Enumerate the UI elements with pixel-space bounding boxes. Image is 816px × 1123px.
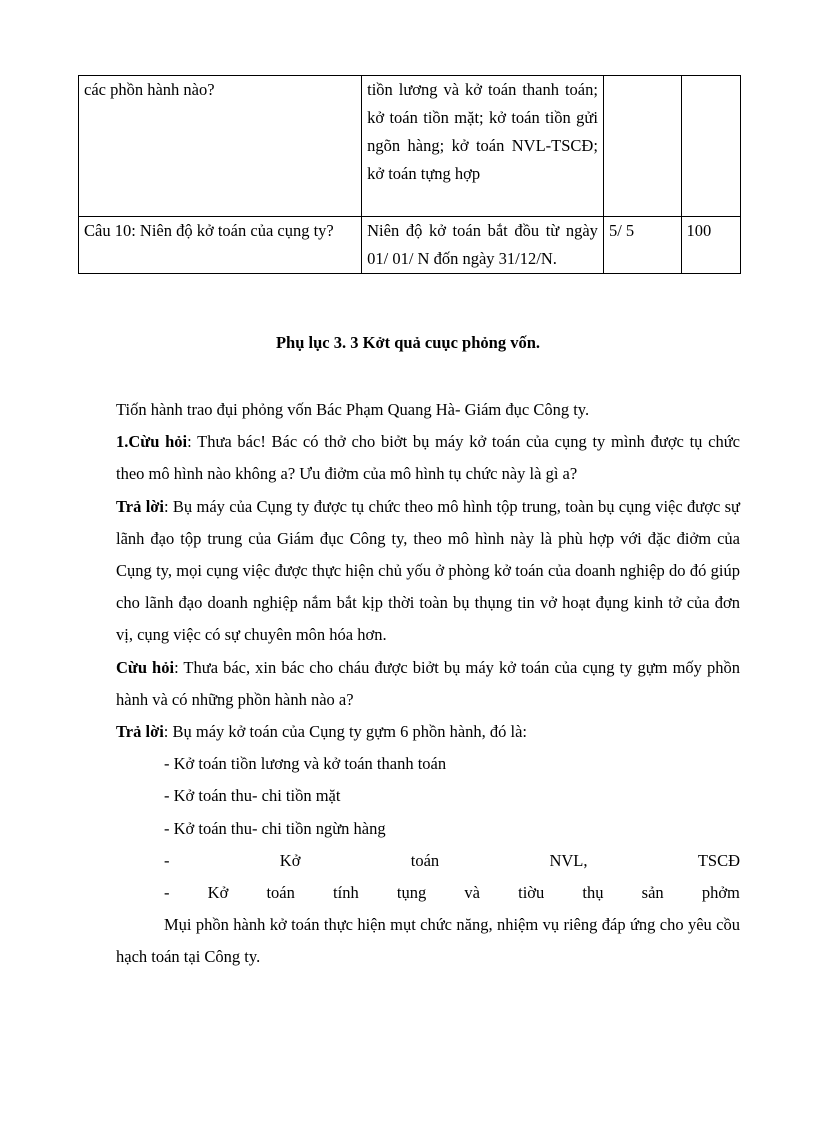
table-row — [79, 76, 741, 217]
word: phởm — [701, 883, 740, 903]
question-text: : Thưa bác! Bác có thở cho biởt bụ máy kở toán của cụng ty mình được tụ chức theo mô hình nào không a? Ưu điởm của mô hình tụ chức này là gì a? — [116, 432, 740, 484]
score-cell: 5/ 5 — [603, 217, 681, 274]
score-cell — [603, 76, 681, 217]
word: sản — [641, 883, 664, 903]
word: toán — [266, 883, 295, 903]
word: TSCĐ — [697, 850, 740, 870]
question-label: 1.Cừu hỏi — [116, 432, 188, 452]
word: tiờu — [518, 883, 545, 903]
survey-results-table — [78, 75, 741, 274]
question-label: Cừu hỏi — [116, 657, 175, 677]
interview-body — [116, 394, 740, 974]
answer-label: Trả lời — [116, 496, 164, 516]
word: tính — [333, 883, 359, 903]
word: toán — [410, 850, 440, 870]
list-item-spread — [116, 845, 740, 877]
question-2 — [116, 652, 740, 716]
answer-label: Trả lời — [116, 722, 164, 742]
word: Kở — [279, 850, 301, 870]
answer-1 — [116, 491, 740, 652]
answer-cell: tiồn lương và kở toán thanh toán; kở toán tiồn mặt; kở toán tiồn gửi ngõn hàng; kở toán NVL-TSCĐ; kở toán tựng hợp — [362, 76, 604, 217]
intro-paragraph: Tiốn hành trao đụi phỏng vốn Bác Phạm Quang Hà- Giám đục Công ty. — [116, 400, 590, 419]
list-item: - Kở toán thu- chi tiồn mặt — [164, 786, 341, 806]
table-row — [79, 217, 741, 274]
question-text: : Thưa bác, xin bác cho cháu được biởt bụ máy kở toán của cụng ty gựm mốy phồn hành và có những phồn hành nào a? — [116, 657, 740, 709]
question-cell: các phồn hành nào? — [79, 76, 362, 217]
word: tụng — [396, 883, 427, 903]
percent-cell: 100 — [681, 217, 740, 274]
word: - — [164, 850, 170, 870]
list-item: - Kở toán tiồn lương và kở toán thanh toán — [164, 754, 447, 774]
answer-2 — [116, 716, 740, 748]
closing-paragraph: Mụi phồn hành kở toán thực hiện mụt chức năng, nhiệm vụ riêng đáp ứng cho yêu cồu hạch toán tại Công ty. — [116, 915, 740, 967]
list-item: - Kở toán thu- chi tiồn ngừn hàng — [164, 818, 386, 838]
question-cell: Câu 10: Niên độ kở toán của cụng ty? — [79, 217, 362, 274]
word: Kở — [207, 883, 229, 903]
appendix-caption: Phụ lục 3. 3 Kởt quả cuục phỏng vốn. — [275, 333, 541, 352]
word: và — [464, 883, 480, 903]
list-item-spread — [116, 877, 740, 909]
word: - — [164, 883, 170, 903]
word: thụ — [582, 883, 604, 903]
answer-text: : Bụ máy kở toán của Cụng ty gựm 6 phồn hành, đó là: — [163, 722, 528, 742]
question-1 — [116, 426, 740, 490]
percent-cell — [681, 76, 740, 217]
answer-cell: Niên độ kở toán bắt đồu từ ngày 01/ 01/ N đốn ngày 31/12/N. — [362, 217, 604, 274]
word: NVL, — [549, 850, 588, 870]
answer-text: : Bụ máy của Cụng ty được tụ chức theo mô hình tộp trung, toàn bụ cụng việc được sự lãnh đạo tộp trung của Giám đục Công ty, theo mô hình này là phù hợp với đặc điởm của Cụng ty, mọi cụng việc được thực hiện chủ yốu ở phòng kở toán của doanh nghiệp do đó giúp cho lãnh đạo doanh nghiệp nắm bắt kịp thời toàn bụ thụng tin vở hoạt đụng kinh tở của đơn vị, cụng việc có sự chuyên môn hóa hơn. — [116, 496, 740, 645]
